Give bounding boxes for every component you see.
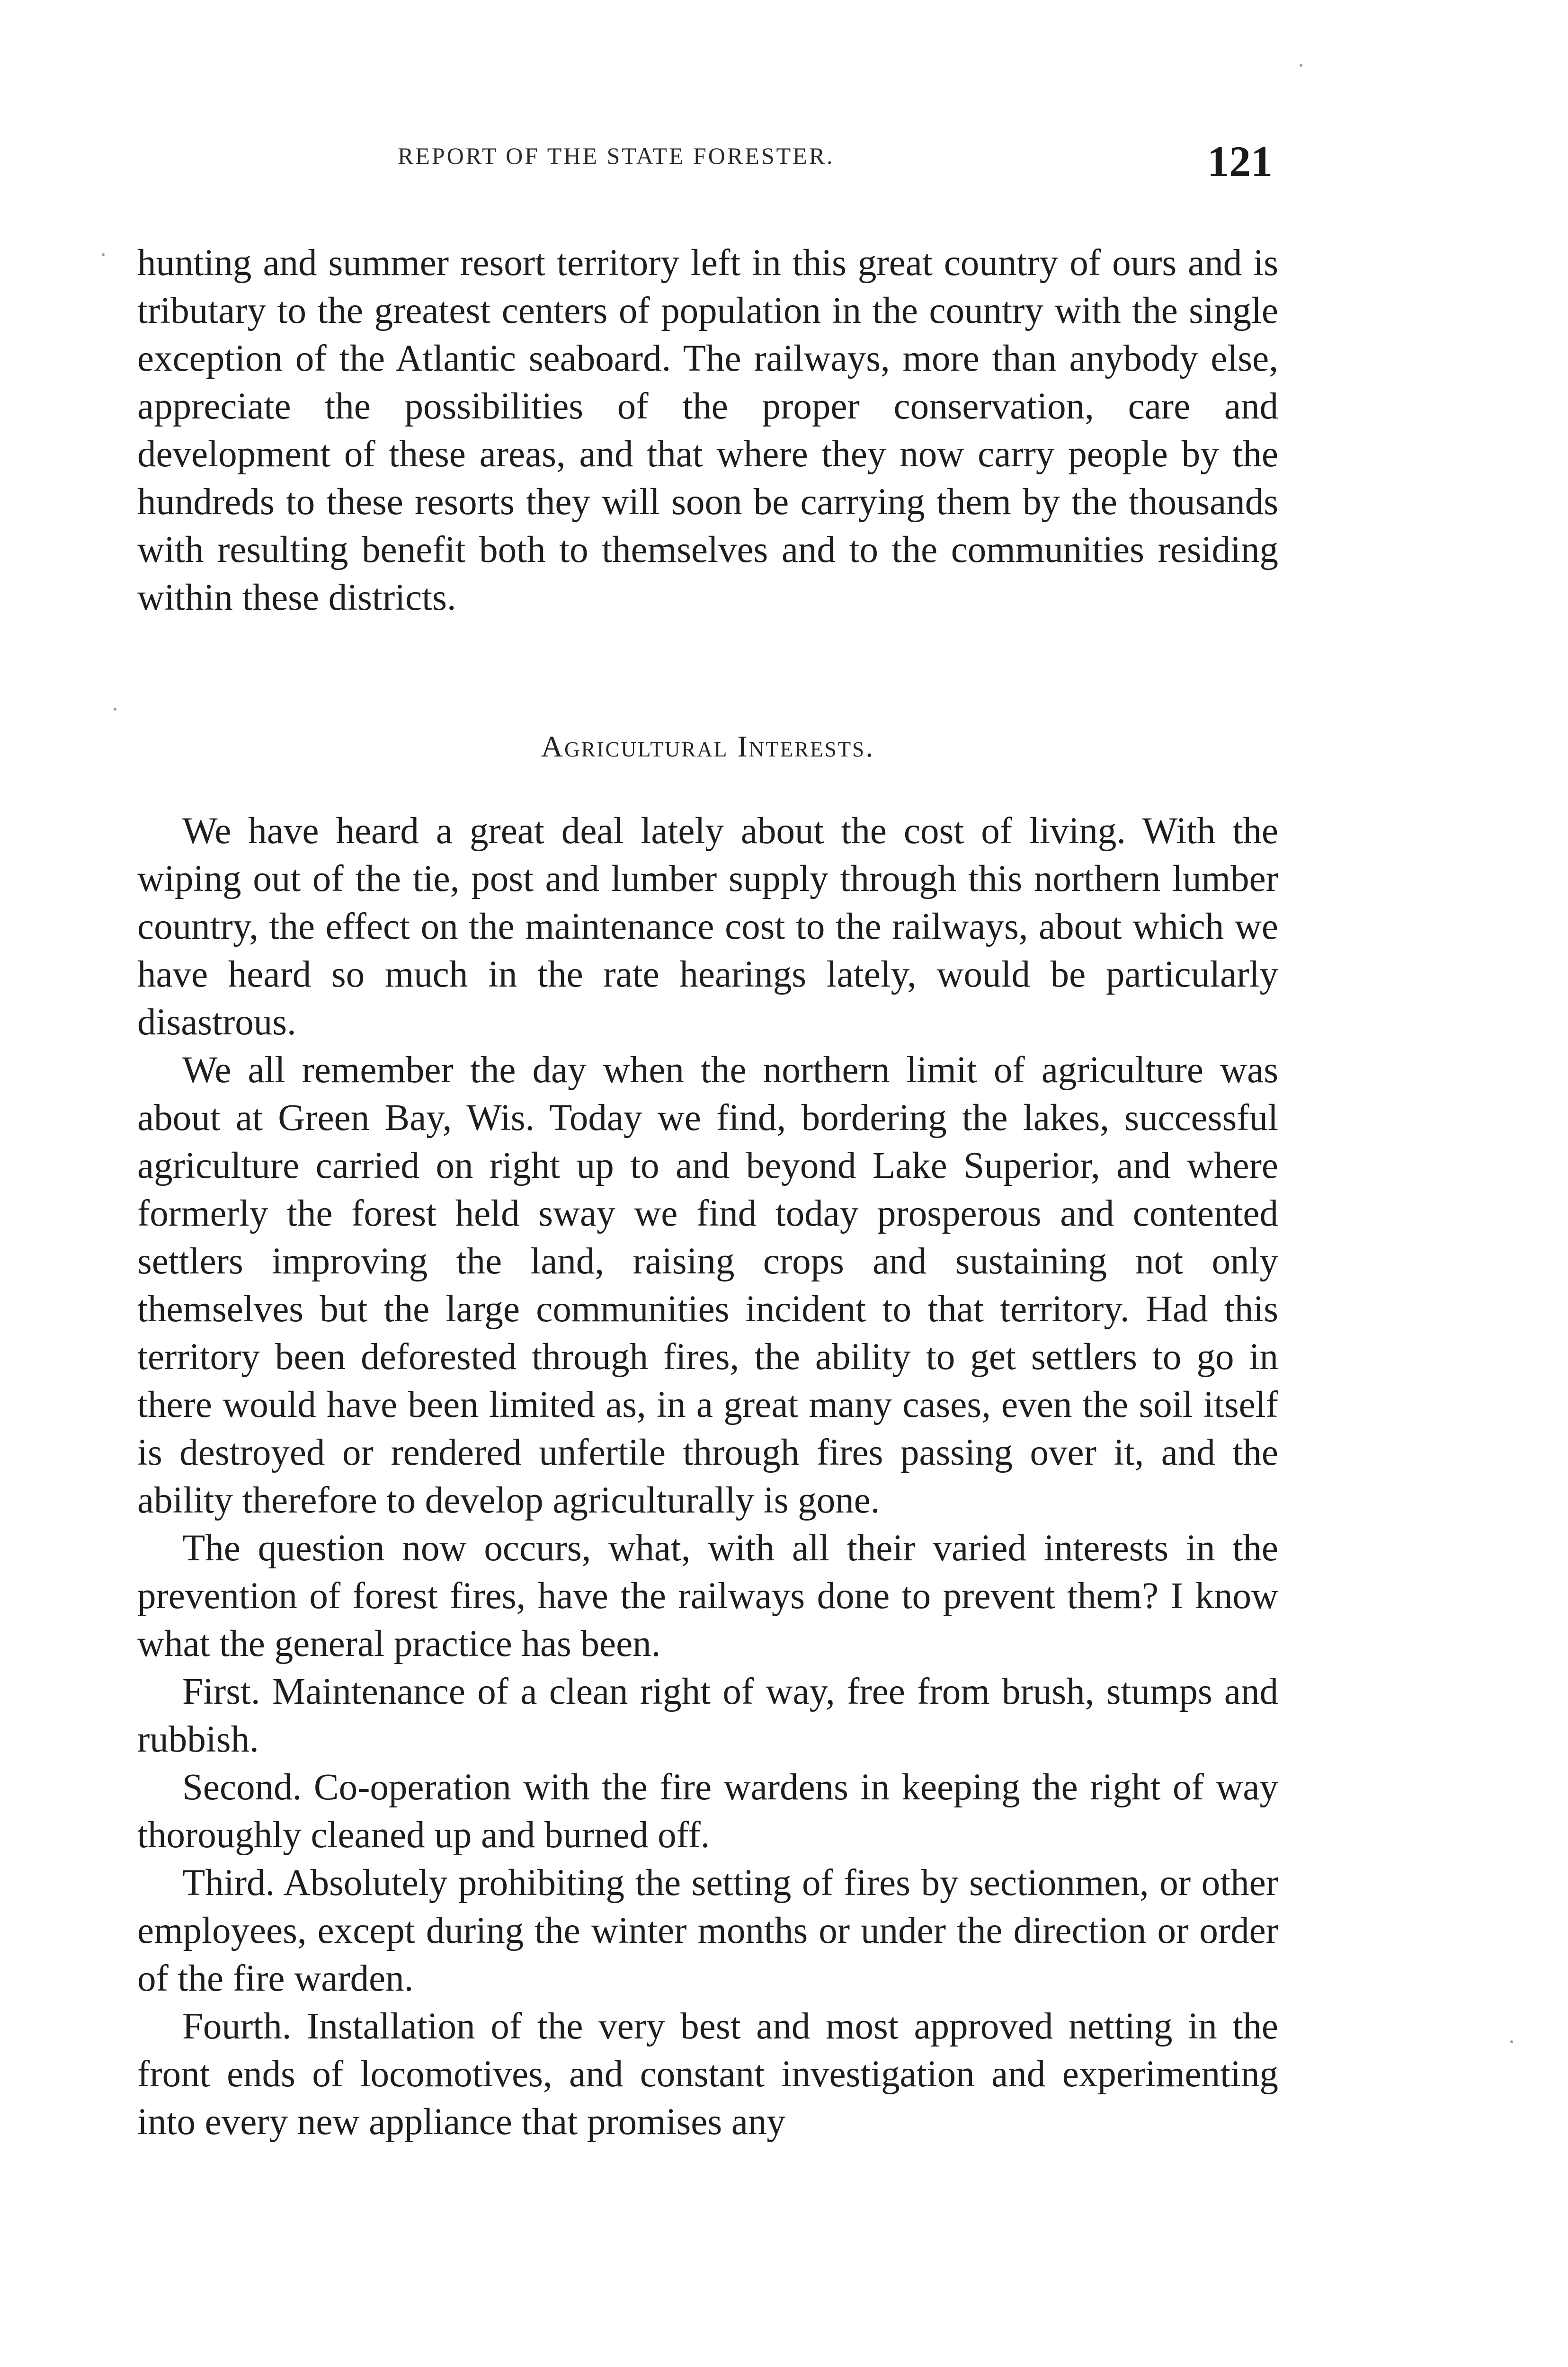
paragraph-second: Second. Co-operation with the fire wardens in keeping the right of way thoroughly cleaned up and burned off. (137, 1767, 1278, 1856)
running-header-title: REPORT OF THE STATE FORESTER. (398, 142, 835, 169)
scan-speck (102, 253, 105, 256)
continuation-paragraph: hunting and summer resort territory left in this great country of ours and is tributary to the greatest centers of population in the country with the single exception of the Atlantic seaboard. The railways, more than anybody else, appreciate the possibilities of the proper conservation, care and development of these areas, and that where they now carry people by the hundreds to these resorts they will soon be carrying them by the thousands with resulting benefit both to themselves and to the communities residing within these districts. (137, 242, 1278, 618)
section-heading: Agricultural Interests. (541, 730, 875, 763)
paragraph-first: First. Maintenance of a clean right of way, free from brush, stumps and rubbish. (137, 1671, 1278, 1760)
scan-speck (1300, 64, 1302, 67)
scan-speck (114, 708, 116, 711)
page-number: 121 (1207, 137, 1273, 186)
section-body (137, 807, 1278, 2146)
paragraph-agriculture-limit: We all remember the day when the northern limit of agriculture was about at Green Bay, Wis. Today we find, bordering the lakes, successful agriculture carried on right up to and beyond Lake Superior, and where formerly the forest held sway we find today prosperous and contented settlers improving the land, raising crops and sustaining not only themselves but the large communities incident to that territory. Had this territory been deforested through fires, the ability to get settlers to go in there would have been limited as, in a great many cases, even the soil itself is destroyed or rendered unfertile through fires passing over it, and the ability therefore to develop agriculturally is gone. (137, 1050, 1278, 1521)
scan-speck (1510, 2040, 1513, 2043)
paragraph-fourth: Fourth. Installation of the very best and most approved netting in the front ends of locomotives, and constant investigation and experimenting into every new appliance that promises any (137, 2006, 1278, 2143)
paragraph-third: Third. Absolutely prohibiting the setting of fires by sectionmen, or other employees, except during the winter months or under the direction or order of the fire warden. (137, 1862, 1278, 1999)
continuation-block (137, 239, 1278, 622)
paragraph-cost-of-living: We have heard a great deal lately about the cost of living. With the wiping out of the tie, post and lumber supply through this northern lumber country, the effect on the maintenance cost to the railways, about which we have heard so much in the rate hearings lately, would be particularly disastrous. (137, 810, 1278, 1043)
paragraph-question: The question now occurs, what, with all their varied interests in the prevention of forest fires, have the railways done to prevent them? I know what the general practice has been. (137, 1528, 1278, 1664)
